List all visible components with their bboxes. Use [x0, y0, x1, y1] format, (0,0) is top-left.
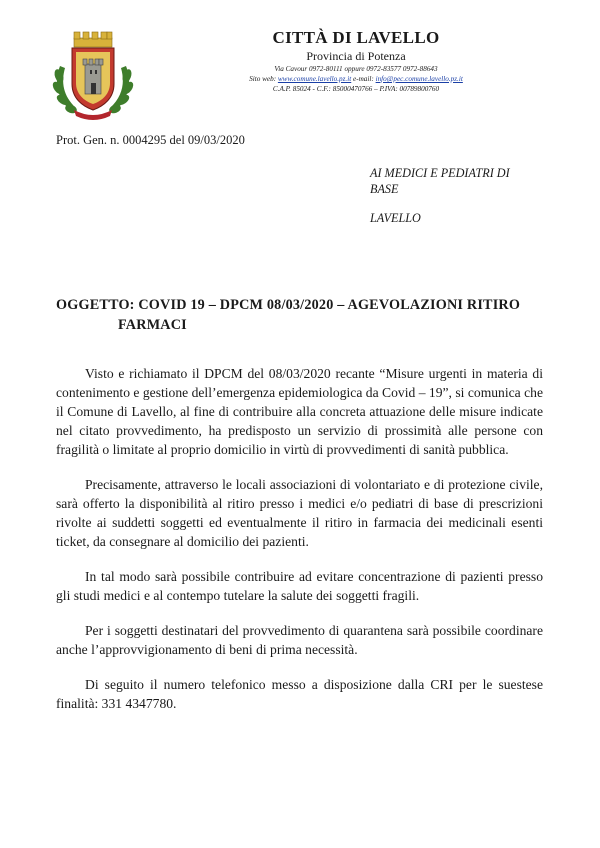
subject-heading — [56, 295, 546, 335]
email-prefix: e-mail: — [353, 75, 374, 83]
body-paragraph: Di seguito il numero telefonico messo a disposizione dalla CRI per le suestese finalità: 331 4347780. — [56, 677, 543, 711]
body-paragraph: Per i soggetti destinatari del provvedimento di quarantena sarà possibile coordinare anche l’approvvigionamento di beni di prima necessità. — [56, 623, 543, 657]
contact-address: Via Cavour 0972-80111 oppure 0972-83577 0972-88643 — [274, 65, 438, 73]
province-name: Provincia di Potenza — [306, 49, 406, 63]
letterhead — [212, 28, 500, 94]
website-link[interactable]: www.comune.lavello.pz.it — [277, 75, 352, 83]
contact-web-line — [212, 74, 500, 84]
letter-body — [56, 364, 543, 729]
subject-line-1: OGGETTO: COVID 19 – DPCM 08/03/2020 – AGEVOLAZIONI RITIRO — [56, 297, 521, 313]
municipality-name: CITTÀ DI LAVELLO — [272, 28, 440, 47]
body-paragraph: Precisamente, attraverso le locali associazioni di volontariato e di protezione civile, sarà offerto la disponibilità al ritiro presso i medici e/o pediatri di base di prescrizioni rivolte ai suddetti soggetti ed eventualmente il ritiro in farmacia dei medicinali esenti ticket, da consegnare al domicilio dei pazienti. — [56, 477, 543, 549]
recipient-city: LAVELLO — [370, 211, 421, 225]
body-paragraph: Visto e richiamato il DPCM del 08/03/2020 recante “Misure urgenti in materia di contenimento e gestione dell’emergenza epidemiologica da Covid – 19”, si comunica che il Comune di Lavello, al fine di contribuire alla concreta attuazione delle misure indicate nel citato provvedimento, ha predisposto un servizio di prossimità alle persone con fragilità o limitate al proprio domicilio in virtù di provvedimenti di sanità pubblica. — [56, 366, 543, 457]
town-crest-icon — [50, 26, 136, 122]
recipients-block — [370, 165, 540, 226]
website-prefix: Sito web: — [249, 75, 277, 83]
subject-line-2: FARMACI — [118, 317, 187, 333]
body-paragraph: In tal modo sarà possibile contribuire ad evitare concentrazione di pazienti presso gli studi medici e al contempo tutelare la salute dei soggetti fragili. — [56, 569, 543, 603]
fiscal-info: C.A.P. 85024 - C.F.: 85000470766 – P.IVA: 00789800760 — [272, 85, 440, 93]
protocol-number: Prot. Gen. n. 0004295 del 09/03/2020 — [56, 133, 245, 147]
recipient-line: AI MEDICI E PEDIATRI DI BASE — [370, 166, 510, 196]
email-link[interactable]: info@pec.comune.lavello.pz.it — [375, 75, 463, 83]
